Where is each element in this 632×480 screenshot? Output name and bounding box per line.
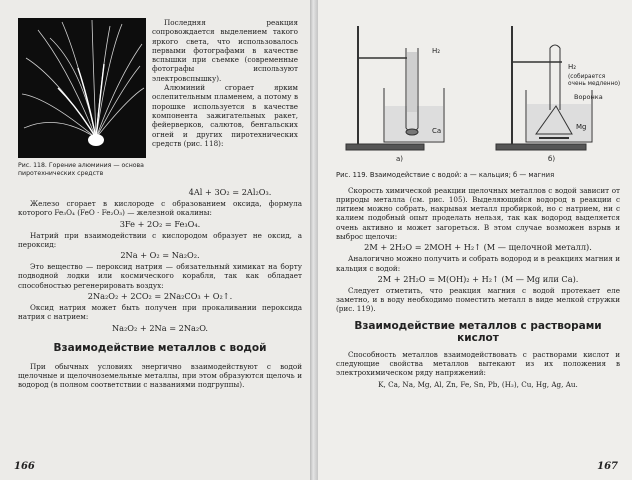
equation-sodium: 2Na + O₂ = Na₂O₂. xyxy=(120,250,200,261)
page-number-left: 166 xyxy=(14,461,35,472)
side-paragraph-1: Последняя реакция сопровождается выделением такого яркого света, что использовалось первыми фотографами в качестве вспышки при съемке (современные фотографы используют электровспышку). xyxy=(152,18,298,83)
label-mg: Mg xyxy=(576,123,587,131)
paragraph-iron: Железо сгорает в кислороде с образованием оксида, формула которого Fe₃O₄ (FeO · Fe₂O₃) — железной окалины: xyxy=(18,199,302,218)
paragraph-oxide: Оксид натрия может быть получен при прокаливании пероксида натрия с натрием: xyxy=(18,303,302,322)
label-funnel: Воронка xyxy=(574,93,603,101)
equation-iron: 3Fe + 2O₂ = Fe₃O₄. xyxy=(119,218,201,229)
paragraph-water: При обычных условиях энергично взаимодействуют с водой щелочные и щелочноземельные металлы, при этом образуются щелочь и водород (в полном соответствии с названиями подгруппы). xyxy=(18,361,302,390)
section-heading-acids: Взаимодействие металлов с растворами кислот xyxy=(354,319,602,344)
equation-alkali: 2M + 2H₂O = 2MOH + H₂↑ (M — щелочной металл). xyxy=(364,242,592,253)
paragraph-speed: Скорость химической реакции щелочных металлов с водой зависит от природы металла (см. рис. 105). Выделяющийся водород в реакции с литием можно собрать, накрывая металл пробиркой, но с натрием, ни с калием подобный опыт проделать нельзя, так как водород выделяется очень активно и может загореться. В этом случае возможен взрыв и выброс щелочи: xyxy=(336,185,620,241)
fireworks-photo xyxy=(18,18,146,158)
figure-118-caption: Рис. 118. Горение алюминия — основа пиротехнических средств xyxy=(18,162,144,177)
equation-peroxide: 2Na₂O₂ + 2CO₂ = 2Na₂CO₃ + O₂↑. xyxy=(87,291,233,302)
label-h2-note: (собирается очень медленно) xyxy=(568,74,621,87)
side-paragraph-2: Алюминий сгорает ярким ослепительным пламенем, а потому в порошке используется в качестве компонента зажигательных ракет, фейерверков, салютов, бенгальских огней и других пиротехнических средств (рис. 118): xyxy=(152,83,298,148)
label-h2-a: H₂ xyxy=(432,47,441,55)
book-gutter xyxy=(310,0,318,480)
electrochemical-series: K, Ca, Na, Mg, Al, Zn, Fe, Sn, Pb, (H₂), Cu, Hg, Ag, Au. xyxy=(378,379,578,389)
page-number-right: 167 xyxy=(597,461,618,472)
right-page xyxy=(318,0,632,480)
equation-oxide: Na₂O₂ + 2Na = 2Na₂O. xyxy=(111,322,209,333)
label-ca: Ca xyxy=(432,127,442,135)
figure-119-caption: Рис. 119. Взаимодействие с водой: а — кальция; б — магния xyxy=(336,171,555,179)
figure-119 xyxy=(336,18,620,168)
figure-label-a: а) xyxy=(396,155,404,163)
fireworks-photo-drawing xyxy=(18,18,146,158)
equation-aluminium: 4Al + 3O₂ = 2Al₂O₃. xyxy=(188,187,272,197)
paragraph-sodium: Натрий при взаимодействии с кислородом образует не оксид, а пероксид: xyxy=(18,230,302,249)
paragraph-acids: Способность металлов взаимодействовать с растворами кислот и следующие свойства металлов вытекают из их положения в электрохимическом ряду напряжений: xyxy=(336,349,620,378)
label-h2-b: H₂ xyxy=(568,63,577,71)
paragraph-magnesium: Следует отметить, что реакция магния с водой протекает еле заметно, и в воду необходимо поместить металл в виде мелкой стружки (рис. 119). xyxy=(336,285,620,314)
section-heading-water: Взаимодействие металлов с водой xyxy=(53,341,267,354)
figure-label-b: б) xyxy=(548,155,556,163)
left-page xyxy=(0,0,310,480)
paragraph-analog: Аналогично можно получить и собрать водород и в реакциях магния и кальция с водой: xyxy=(336,254,620,273)
equation-mg-ca: 2M + 2H₂O = M(OH)₂ + H₂↑ (M — Mg или Ca). xyxy=(377,273,579,284)
paragraph-peroxide: Это вещество — пероксид натрия — обязательный химикат на борту подводной лодки или космического корабля, так как обладает способностью регенерировать воздух: xyxy=(18,262,302,290)
